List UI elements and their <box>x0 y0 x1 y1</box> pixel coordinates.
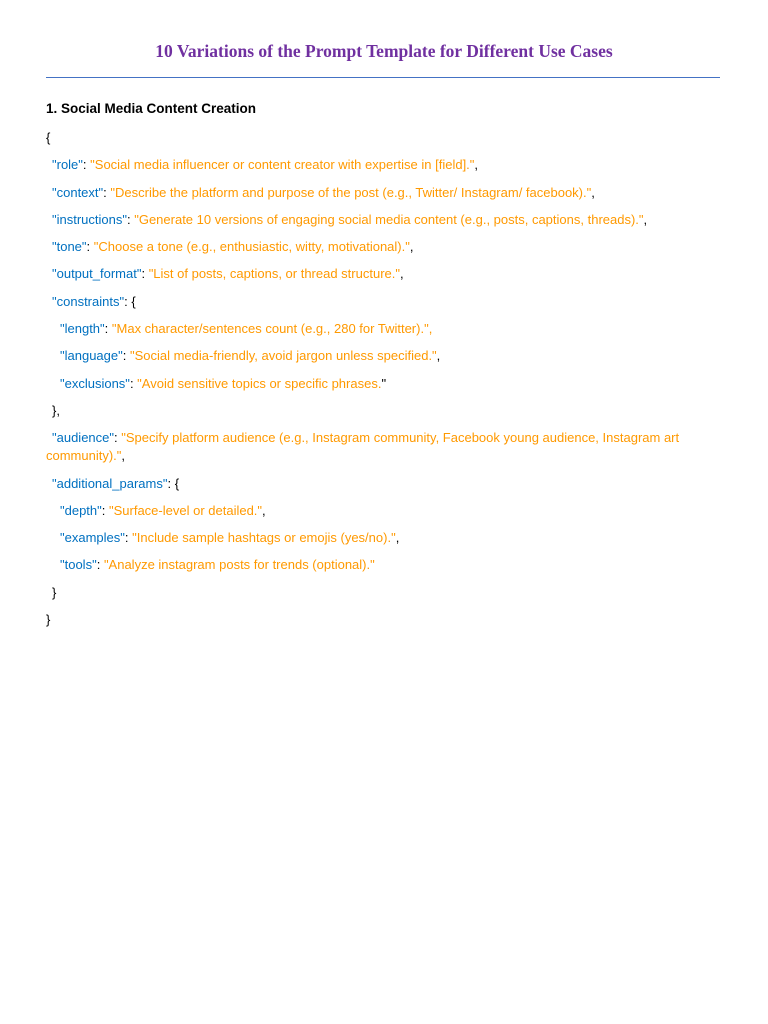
json-value: "Max character/sentences count (e.g., 280 for Twitter)." <box>111 321 429 337</box>
code-line-context: "context": "Describe the platform and purpose of the post (e.g., Twitter/ Instagram/ facebook).", <box>52 184 595 200</box>
code-line-audience: "audience": "Specify platform audience (e.g., Instagram community, Facebook young audience, Instagram art community).", <box>46 430 680 464</box>
code-line-constraints: "constraints": { <box>52 293 136 309</box>
json-value: "Social media influencer or content creator with expertise in [field]." <box>90 157 475 173</box>
json-key: "constraints" <box>52 293 125 309</box>
json-value: "Surface-level or detailed." <box>109 502 263 518</box>
json-key: "instructions" <box>52 211 127 227</box>
json-value: "Include sample hashtags or emojis (yes/no)." <box>132 530 396 546</box>
json-value: "Specify platform audience (e.g., Instagram community, Facebook young audience, Instagram art community)." <box>46 430 680 464</box>
json-value: "Avoid sensitive topics or specific phrases. <box>137 375 382 391</box>
json-value: "Analyze instagram posts for trends (optional)." <box>103 557 375 573</box>
json-key: "tone" <box>52 239 87 255</box>
json-key: "exclusions" <box>60 375 130 391</box>
code-line-inner-close: } <box>52 584 57 600</box>
json-value: "Social media-friendly, avoid jargon unless specified." <box>129 348 437 364</box>
title-divider <box>46 77 720 78</box>
code-line-role: "role": "Social media influencer or content creator with expertise in [field].", <box>52 157 479 173</box>
code-line-depth: "depth": "Surface-level or detailed.", <box>60 502 266 518</box>
code-line-language: "language": "Social media-friendly, avoid jargon unless specified.", <box>60 348 441 364</box>
json-key: "additional_params" <box>52 475 168 491</box>
json-key: "length" <box>60 321 105 337</box>
json-key: "role" <box>52 157 83 173</box>
json-code-block <box>46 129 726 638</box>
json-value: "Choose a tone (e.g., enthusiastic, witty, motivational)." <box>93 239 410 255</box>
json-value: "List of posts, captions, or thread structure." <box>148 266 400 282</box>
code-line-exclusions: "exclusions": "Avoid sensitive topics or specific phrases." <box>60 375 387 391</box>
json-key: "audience" <box>52 430 114 446</box>
code-line-examples: "examples": "Include sample hashtags or emojis (yes/no).", <box>60 530 400 546</box>
json-key: "context" <box>52 184 104 200</box>
code-line-additional-params: "additional_params": { <box>52 475 180 491</box>
code-line-instructions: "instructions": "Generate 10 versions of engaging social media content (e.g., posts, captions, threads).", <box>52 211 648 227</box>
json-key: "output_format" <box>52 266 142 282</box>
code-line-tools: "tools": "Analyze instagram posts for trends (optional)." <box>60 557 375 573</box>
json-key: "language" <box>60 348 123 364</box>
json-key: "depth" <box>60 502 102 518</box>
code-line-open: { <box>46 130 51 145</box>
json-key: "tools" <box>60 557 97 573</box>
section-heading: 1. Social Media Content Creation <box>46 101 257 116</box>
code-line-tone: "tone": "Choose a tone (e.g., enthusiastic, witty, motivational).", <box>52 239 414 255</box>
code-line-output-format: "output_format": "List of posts, captions, or thread structure.", <box>52 266 404 282</box>
code-line-length: "length": "Max character/sentences count (e.g., 280 for Twitter).", <box>60 321 433 337</box>
json-value: "Describe the platform and purpose of the post (e.g., Twitter/ Instagram/ facebook)." <box>110 184 592 200</box>
code-line-close: } <box>46 612 51 628</box>
json-value: "Generate 10 versions of engaging social media content (e.g., posts, captions, threads)." <box>134 211 644 227</box>
json-key: "examples" <box>60 530 125 546</box>
page-title: 10 Variations of the Prompt Template for Different Use Cases <box>155 41 613 61</box>
code-line-constraints-close: }, <box>52 402 60 418</box>
